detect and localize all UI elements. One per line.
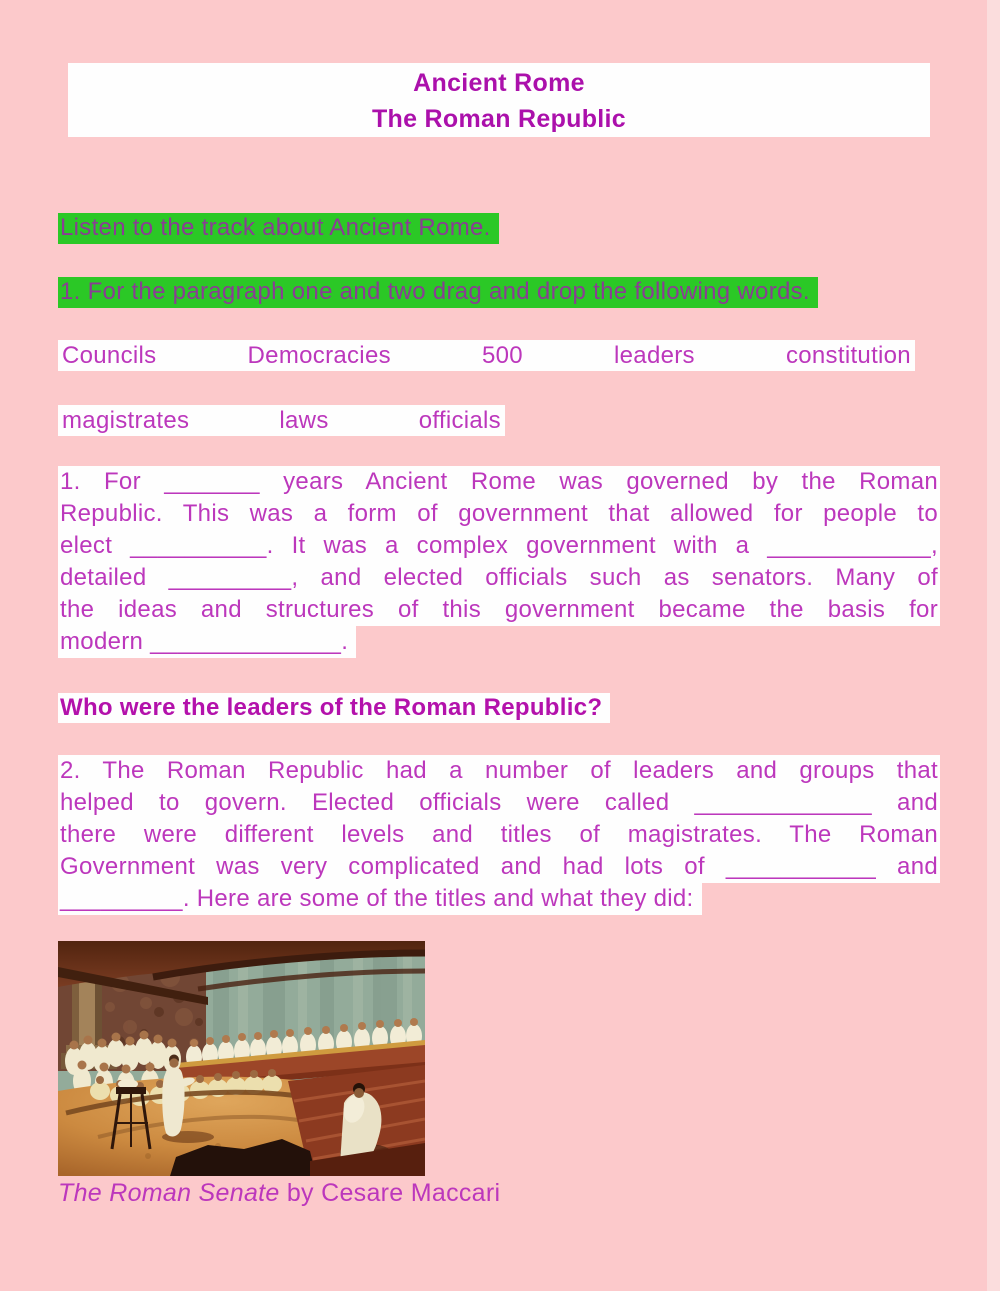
paragraph-2-last-line: _________. Here are some of the titles and what they did: — [58, 883, 702, 915]
wordbank-word-magistrates[interactable]: magistrates — [62, 406, 190, 434]
word-bank-row-1 — [58, 340, 915, 371]
wordbank-word-democracies[interactable]: Democracies — [247, 341, 391, 369]
worksheet-title — [68, 63, 930, 137]
roman-senate-painting — [58, 941, 425, 1176]
instruction-drag-drop: 1. For the paragraph one and two drag and drop the following words. — [58, 277, 818, 308]
title-line-1: Ancient Rome — [413, 69, 585, 97]
paragraph-2-line: helped to govern. Elected officials were called _____________ and — [58, 787, 940, 819]
paragraph-1-line: the ideas and structures of this government became the basis for — [58, 594, 940, 626]
paragraph-1 — [58, 466, 940, 658]
paragraph-1-line: Republic. This was a form of government that allowed for people to — [58, 498, 940, 530]
page-edge-strip — [987, 0, 1000, 1291]
wordbank-word-officials[interactable]: officials — [418, 406, 501, 434]
painting-caption — [58, 1179, 500, 1208]
wordbank-word-constitution[interactable]: constitution — [785, 341, 911, 369]
paragraph-2 — [58, 755, 940, 915]
paragraph-1-line: detailed _________, and elected officials such as senators. Many of — [58, 562, 940, 594]
wordbank-word-leaders[interactable]: leaders — [614, 341, 695, 369]
paragraph-1-last-line: modern ______________. — [58, 626, 356, 658]
paragraph-2-line: Government was very complicated and had lots of ___________ and — [58, 851, 940, 883]
wordbank-word-500[interactable]: 500 — [481, 341, 523, 369]
paragraph-2-line: 2. The Roman Republic had a number of leaders and groups that — [58, 755, 940, 787]
paragraph-1-line: 1. For _______ years Ancient Rome was governed by the Roman — [58, 466, 940, 498]
wordbank-word-councils[interactable]: Councils — [62, 341, 157, 369]
section-question: Who were the leaders of the Roman Republic? — [58, 693, 610, 723]
instruction-listen: Listen to the track about Ancient Rome. — [58, 213, 499, 244]
paragraph-1-line: elect __________. It was a complex government with a ____________, — [58, 530, 940, 562]
caption-title: The Roman Senate — [58, 1179, 280, 1207]
word-bank-row-2 — [58, 405, 505, 436]
caption-author: by Cesare Maccari — [279, 1179, 501, 1207]
wordbank-word-laws[interactable]: laws — [279, 406, 329, 434]
title-line-2: The Roman Republic — [371, 105, 627, 133]
paragraph-2-line: there were different levels and titles of magistrates. The Roman — [58, 819, 940, 851]
